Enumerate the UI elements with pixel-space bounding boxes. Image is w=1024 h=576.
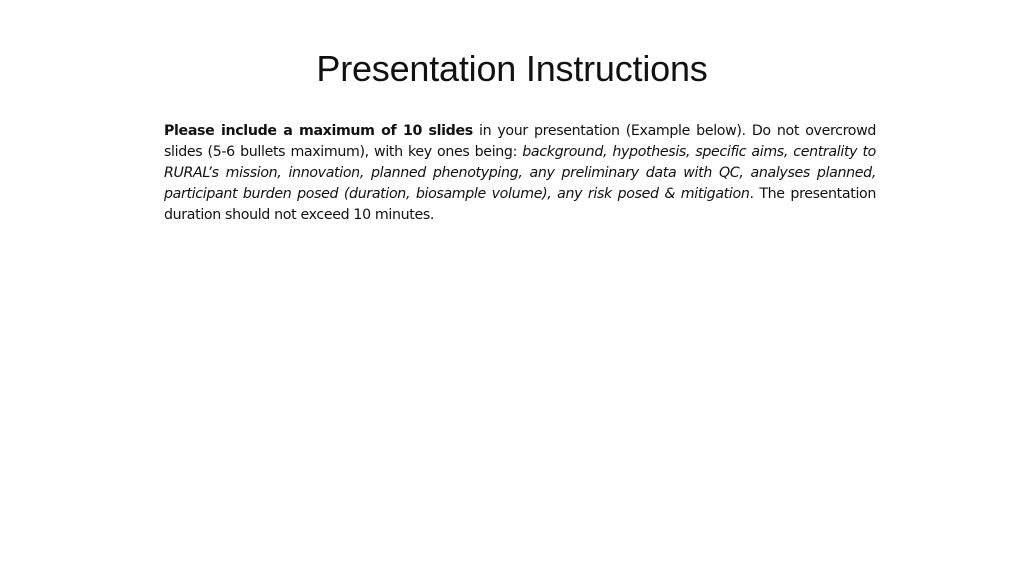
instructions-paragraph <box>164 121 876 226</box>
instructions-text-2: . The presentation duration should not exceed 10 minutes. <box>164 186 877 223</box>
instructions-text-1: in your presentation (Example below). Do not overcrowd slides (5-6 bullets maximum), with key ones being: <box>164 123 876 160</box>
instructions-italic-list: background, hypothesis, specific aims, centrality to RURAL’s mission, innovation, planned phenotyping, any preliminary data with QC, analyses planned, participant burden posed (duration, biosample volume), any risk posed & mitigation <box>164 144 876 202</box>
slide-title: Presentation Instructions <box>316 48 708 89</box>
instructions-bold-lead: Please include a maximum of 10 slides <box>164 123 473 139</box>
